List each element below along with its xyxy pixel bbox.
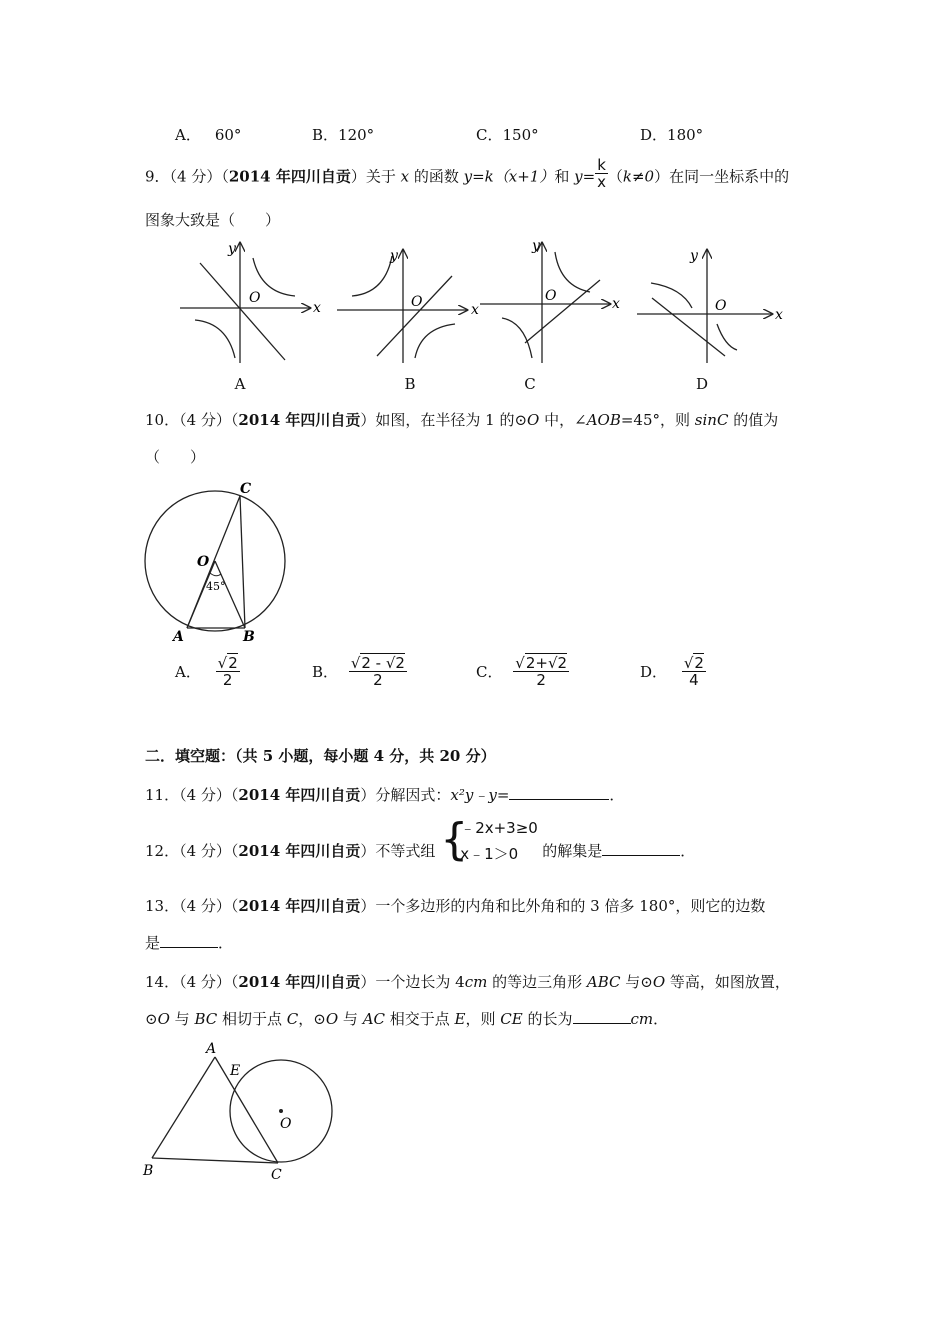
graph-label-c: C — [524, 375, 536, 393]
q13-stem: 13．（4 分）（2014 年四川自贡）一个多边形的内角和比外角和的 3 倍多 180°，则它的边数 — [145, 897, 766, 915]
graph-d — [637, 250, 772, 363]
fig10-angle: 45° — [206, 580, 226, 593]
q14-stem: 14．（4 分）（2014 年四川自贡）一个边长为 4cm 的等边三角形 ABC 与⊙O 等高，如图放置， — [145, 973, 790, 991]
fig10-c: C — [240, 481, 252, 497]
graph-c-x: x — [612, 296, 620, 312]
q8-option-c: C．150° — [476, 126, 539, 144]
graph-d-y: y — [690, 248, 698, 264]
fig10-a: A — [173, 629, 184, 645]
q13-answer-blank[interactable] — [160, 933, 218, 948]
q10-stem: 10．（4 分）（2014 年四川自贡）如图，在半径为 1 的⊙O 中，∠AOB=45°，则 sinC 的值为 — [145, 411, 779, 429]
q9-stem-line2: 图象大致是（ ） — [145, 211, 281, 229]
q10-stem-line2: （ ） — [145, 448, 206, 466]
q12-system: { ﹣2x+3≥0 x﹣1＞0 — [440, 814, 538, 865]
graph-b-y: y — [390, 248, 398, 264]
graph-b-o: O — [411, 294, 423, 310]
fig10-o: O — [197, 554, 210, 570]
q14-stem-line2: ⊙O 与 BC 相切于点 C，⊙O 与 AC 相交于点 E，则 CE 的长为 cm． — [145, 1010, 669, 1028]
q10-figure — [140, 478, 300, 648]
q14-figure — [138, 1035, 338, 1185]
section2-title: 二．填空题：（共 5 小题，每小题 4 分，共 20 分） — [145, 747, 496, 765]
q9-fraction: $\frac{k}{x}$ — [597, 156, 606, 191]
graph-d-x: x — [775, 307, 783, 323]
q9-stem: 9．（4 分）（2014 年四川自贡）关于 x 的函数 y=k（x+1）和 y= $\frac{k}{x}$ （k≠0）在同一坐标系中的 — [145, 156, 790, 191]
graph-label-a: A — [234, 375, 246, 393]
q11-stem: 11．（4 分）（2014 年四川自贡）分解因式：x²y﹣y= ． — [145, 786, 625, 804]
graph-label-d: D — [695, 375, 709, 393]
q10-option-b: B． $\frac{√2 - √2}{2}$ — [312, 654, 405, 689]
fig14-c: C — [271, 1167, 282, 1183]
fig14-e: E — [230, 1063, 241, 1079]
q10-option-a: A． $\frac{√2}{2}$ — [175, 654, 238, 689]
q8-option-d: D．180° — [640, 126, 704, 144]
graph-b-x: x — [471, 302, 479, 318]
fig14-a: A — [206, 1041, 217, 1057]
graph-a-y: y — [228, 241, 236, 257]
fig10-b: B — [243, 629, 255, 645]
q11-answer-blank[interactable] — [509, 785, 609, 800]
q14-answer-blank[interactable] — [573, 1009, 631, 1024]
fig14-o: O — [280, 1116, 292, 1132]
graph-d-o: O — [715, 298, 727, 314]
q10-option-d: D． $\frac{√2}{4}$ — [640, 654, 704, 689]
graph-a — [180, 243, 310, 363]
graph-label-b: B — [404, 375, 416, 393]
graph-b — [337, 250, 467, 363]
graph-a-o: O — [249, 290, 261, 306]
q9-graphs — [175, 238, 785, 368]
fig14-b: B — [143, 1163, 154, 1179]
q12-stem: 12．（4 分）（2014 年四川自贡）不等式组 { ﹣2x+3≥0 x﹣1＞0 的解集是 ． — [145, 814, 696, 865]
graph-a-x: x — [313, 300, 321, 316]
q8-option-b: B．120° — [312, 126, 375, 144]
graph-c-o: O — [545, 288, 557, 304]
q8-option-a: A． 60° — [175, 126, 242, 144]
q13-stem-line2: 是 ． — [145, 934, 234, 952]
q10-option-c: C． $\frac{√2+√2}{2}$ — [476, 654, 568, 689]
q12-answer-blank[interactable] — [602, 841, 680, 856]
graph-c-y: y — [532, 238, 540, 254]
